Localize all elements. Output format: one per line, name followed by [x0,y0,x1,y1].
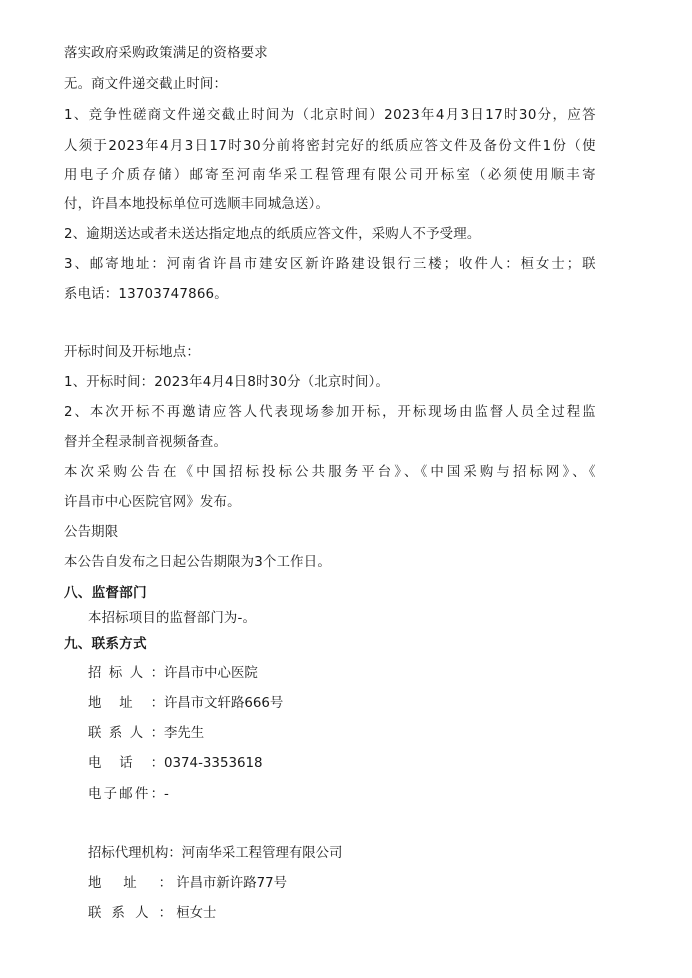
deadline-item1-line3: 用电子介质存储）邮寄至河南华采工程管理有限公司开标室（必须使用顺丰寄 [64,168,596,183]
tenderer-label: 招标人： [88,666,164,681]
notice-period-title: 公告期限 [64,525,119,540]
phone-row [88,756,263,772]
opening-item2-line2: 督并全程录制音视频备查。 [64,435,228,450]
opening-title: 开标时间及开标地点： [64,345,200,360]
agency-address-value: 许昌市新许路77号 [172,876,288,891]
publish-line2: 许昌市中心医院官网》发布。 [64,495,241,510]
opening-item2-line1: 2、本次开标不再邀请应答人代表现场参加开标，开标现场由监督人员全过程监 [64,405,596,420]
address-label: 地址： [88,696,164,711]
contact-person-value: 李先生 [164,726,205,741]
deadline-item2: 2、逾期送达或者未送达指定地点的纸质应答文件，采购人不予受理。 [64,227,481,242]
none-line: 无。商文件递交截止时间： [64,77,228,92]
deadline-item3-line1: 3、邮寄地址：河南省许昌市建安区新许路建设银行三楼；收件人：桓女士；联 [64,257,596,272]
notice-period-text: 本公告自发布之日起公告期限为3个工作日。 [64,555,331,570]
phone-value: 0374-3353618 [164,756,263,771]
tenderer-value: 许昌市中心医院 [164,666,258,681]
deadline-item1-line1: 1、竞争性磋商文件递交截止时间为（北京时间）2023年4月3日17时30分，应答 [64,108,596,123]
contact-heading: 九、联系方式 [64,636,147,652]
email-label: 电子邮件： [88,787,164,802]
email-row [88,787,169,803]
deadline-item1-line2: 人须于2023年4月3日17时30分前将密封完好的纸质应答文件及备份文件1份（使 [64,139,596,154]
supervision-text: 本招标项目的监督部门为-。 [88,611,257,626]
agency-person-row [88,906,216,922]
email-value: - [164,787,169,802]
agency-address-label: 地址： [88,876,172,891]
contact-person-row [88,726,204,742]
agency-address-row [88,876,287,892]
agency-person-value: 桓女士 [172,906,217,921]
agency-value: 河南华采工程管理有限公司 [181,846,343,861]
phone-label: 电话： [88,756,164,771]
contact-person-label: 联系人： [88,726,164,741]
agency-person-label: 联系人： [88,906,172,921]
deadline-item3-line2: 系电话：13703747866。 [64,287,228,302]
supervision-heading: 八、监督部门 [64,585,147,601]
publish-line1: 本次采购公告在《中国招标投标公共服务平台》、《中国采购与招标网》、《 [64,465,596,480]
qualification-title: 落实政府采购政策满足的资格要求 [64,46,268,61]
address-row [88,696,283,712]
address-value: 许昌市文轩路666号 [164,696,284,711]
agency-row [88,846,342,862]
opening-item1: 1、开标时间：2023年4月4日8时30分（北京时间）。 [64,375,390,390]
agency-label: 招标代理机构： [88,846,182,861]
deadline-item1-line4: 付，许昌本地投标单位可选顺丰同城急送）。 [64,197,330,212]
tenderer-row [88,666,258,682]
